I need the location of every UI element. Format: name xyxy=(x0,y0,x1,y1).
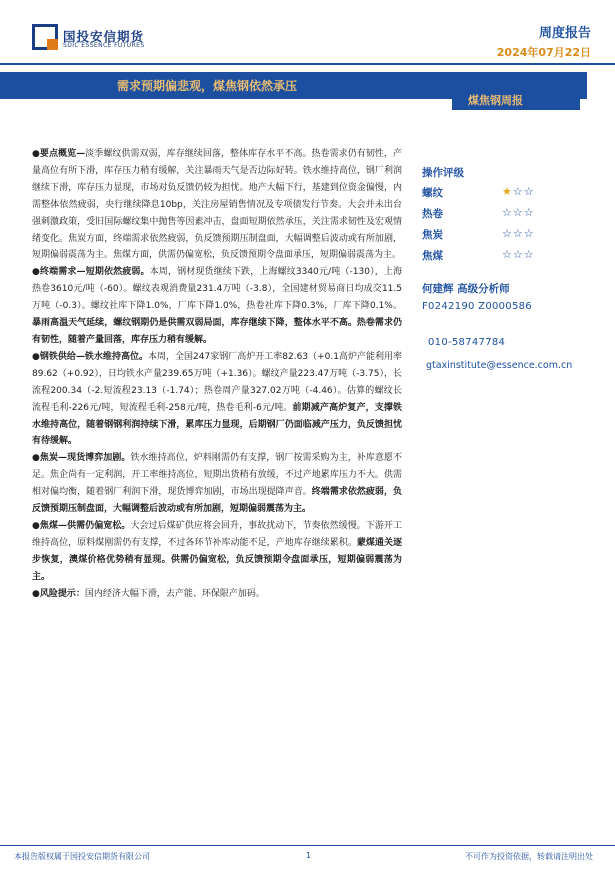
footer-divider xyxy=(0,845,615,846)
rating-product: 热卷 xyxy=(422,208,443,220)
footer-copyright: 本报告版权属于国投安信期货有限公司 xyxy=(14,852,150,861)
rating-heading: 操作评级 xyxy=(422,167,464,179)
analyst-cert-number: F0242190 Z0000586 xyxy=(422,301,532,312)
paragraph-body: 淡季螺纹供需双弱，库存继续回落，整体库存水平不高。热卷需求仍有韧性，产量高位有所下滑，库存压力稍有缓解，关注暴雨天气是否边际好转。铁水维持高位，钢厂利润继续下滑，库存压力显现，市场对负反馈仍较为担忧。地产大幅下行，基建到位资金偏慢，内需整体依然疲弱，央行继续降息10bp，关注房屋销售情况及专项债发行节奏。大会并未出台强刺激政策，受旧国际螺纹集中抛售等因素冲击，盘面短期依然承压，关注需求韧性及宏观情绪变化。焦炭方面，终端需求依然疲弱，负反馈预期压制盘面，大幅调整后波动或有所加剧，短期偏弱震荡为主。焦煤方面，供需仍偏宽松，负反馈预期令盘面承压，短期偏弱震荡为主。 xyxy=(32,149,402,261)
paragraph-conclusion: 终端需求依然疲弱，负反馈预期压制盘面，大幅调整后波动或有所加剧，短期偏弱震荡为主。 xyxy=(32,487,402,515)
paragraph-body: 本周，全国247家钢厂高炉开工率82.63（+0.1高炉产能利用率89.62（+0.92），日均铁水产量239.65万吨（+1.36）。螺纹产量223.47万吨（-3.75），长流程200.34（-2.短流程23.13（-1.74）；热卷周产量327.02万吨（-4.46）。估算的螺纹长流程毛利-226元/吨，短流程毛利-258元/吨，热卷毛利-6元/吨。 xyxy=(32,351,402,413)
company-logo xyxy=(32,24,192,54)
star-empty-icon: ☆☆☆ xyxy=(502,227,535,240)
paragraph-conclusion: 蒙煤通关逐步恢复，澳煤价格优势稍有显现。供需仍偏宽松，负反馈预期令盘面承压，短期偏弱震荡为主。 xyxy=(32,537,402,582)
report-title: 需求预期偏悲观，煤焦钢依然承压 xyxy=(117,79,298,93)
page-number: 1 xyxy=(306,851,312,860)
section-tab-label: 煤焦钢周报 xyxy=(468,94,523,107)
star-rating-icon xyxy=(502,227,535,240)
star-filled-icon: ★ xyxy=(502,185,513,198)
paragraph-body: 大会过后煤矿供应将会回升，事故扰动下，节奏依然缓慢。下游开工维持高位，原料煤刚需仍有支撑，不过各环节补库动能不足，产地库存继续累积。 xyxy=(32,520,402,548)
bullet-icon: ● xyxy=(32,267,40,278)
paragraph-coking-coal xyxy=(32,518,402,586)
paragraph-coke xyxy=(32,450,402,518)
paragraph-conclusion: 前期减产高炉复产，支撑铁水维持高位，随着钢钢利润持续下滑，累库压力显现，后期钢厂仍面临减产压力，负反馈担忧有待缓解。 xyxy=(32,402,402,447)
logo-mark-icon xyxy=(32,24,58,50)
star-empty-icon: ☆☆ xyxy=(512,185,535,198)
star-empty-icon: ☆☆☆ xyxy=(502,206,535,219)
section-tab xyxy=(452,89,580,110)
rating-product: 螺纹 xyxy=(422,187,443,199)
logo-text-en: SDIC ESSENCE FUTURES xyxy=(63,42,145,49)
main-content xyxy=(32,146,402,602)
star-empty-icon: ☆☆☆ xyxy=(502,248,535,261)
paragraph-lead: 焦煤—供需仍偏宽松。 xyxy=(39,520,131,531)
paragraph-lead: 焦炭—现货博弈加剧。 xyxy=(39,453,131,464)
rating-row-coking-coal xyxy=(422,248,562,264)
bullet-icon: ● xyxy=(32,520,40,531)
bullet-icon: ● xyxy=(32,453,40,464)
paragraph-body: 铁水维持高位，炉料刚需仍有支撑，钢厂按需采购为主，补库意愿不足。焦企尚有一定利润，开工率维持高位，短期出货稍有放缓，不过产地累库压力不大。供需相对偏均衡，随着钢厂利润下滑，现货博弈加剧，市场出现提降声音。 xyxy=(32,453,402,498)
logo-text-cn: 国投安信期货 xyxy=(63,29,145,44)
rating-product: 焦煤 xyxy=(422,250,443,262)
report-date: 2024年07月22日 xyxy=(496,46,591,59)
paragraph-risk xyxy=(32,586,402,603)
paragraph-body: 国内经济大幅下滑，去产能、环保限产加码。 xyxy=(84,588,265,599)
paragraph-supply xyxy=(32,349,402,450)
paragraph-lead: 风险提示： xyxy=(39,588,85,599)
paragraph-lead: 要点概览— xyxy=(39,149,86,159)
paragraph-overview xyxy=(32,146,402,264)
star-rating-icon xyxy=(502,185,535,198)
report-type: 周度报告 xyxy=(538,26,591,41)
analyst-phone: 010-58747784 xyxy=(428,337,506,348)
analyst-name: 何建辉 高级分析师 xyxy=(422,283,510,295)
rating-row-rebar xyxy=(422,185,562,201)
paragraph-lead: 钢铁供给—铁水维持高位。 xyxy=(39,351,148,362)
paragraph-lead: 终端需求—短期依然疲弱。 xyxy=(40,267,150,278)
rating-product: 焦炭 xyxy=(422,229,443,241)
bullet-icon: ● xyxy=(32,351,40,362)
bullet-icon: ● xyxy=(32,588,40,599)
analyst-email[interactable]: gtaxinstitute@essence.com.cn xyxy=(426,360,573,371)
paragraph-body: 本周，钢材现货继续下跌，上海螺纹3340元/吨（-130），上海热卷3610元/吨（-60）。螺纹表观消费量231.4万吨（-3.8），全国建材贸易商日均成交11.5万吨（-0.3）。螺纹社库下降1.0%，厂库下降1.0%，热卷社库下降0.3%，厂库下降0.1%。 xyxy=(32,267,402,312)
rating-row-hotcoil xyxy=(422,206,562,222)
paragraph-demand xyxy=(32,264,402,349)
bullet-icon: ● xyxy=(32,149,40,159)
paragraph-conclusion: 暴雨高温天气延续，螺纹钢期仍是供需双弱局面，库存继续下降，整体水平不高。热卷需求仍有韧性，随着产量回落，库存压力稍有缓解。 xyxy=(32,318,402,345)
footer-disclaimer: 不可作为投资依据，转载请注明出处 xyxy=(465,852,593,861)
header-divider xyxy=(0,63,615,65)
star-rating-icon xyxy=(502,206,535,219)
rating-row-coke xyxy=(422,227,562,243)
star-rating-icon xyxy=(502,248,535,261)
